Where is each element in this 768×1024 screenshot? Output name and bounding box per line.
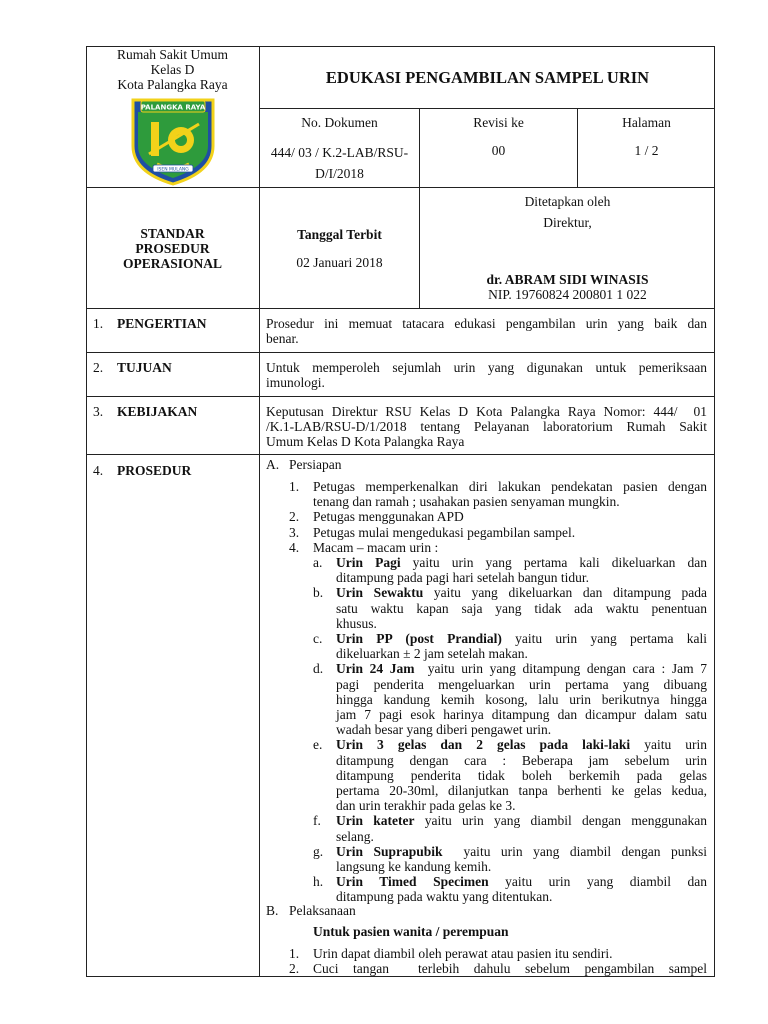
halaman-label: Halaman [622,115,671,130]
urin-type-text-cont: ditampung penderita tidak boleh berkemih pada gelas [336,767,707,783]
no-dokumen-value-line-2: D/I/2018 [315,166,364,181]
hospital-line-2: Kelas D [150,62,195,77]
urin-type-name: Urin 3 gelas dan 2 gelas pada laki-laki [336,737,631,753]
section-1-number: 1. [93,316,104,331]
revisi-label: Revisi ke [473,115,524,130]
direktur-label: Direktur, [543,215,592,230]
urin-type-letter: e. [313,737,323,753]
section-3-line-1: Keputusan Direktur RSU Kelas D Kota Palangka Raya Nomor: 444/ 01 [266,404,707,419]
persiapan-item-text: Petugas memperkenalkan diri lakukan pendekatan pasien dengan [313,479,707,494]
pelaksanaan-subtitle: Untuk pasien wanita / perempuan [313,924,509,939]
urin-type-text-cont: wadah besar yang diberi pengawet urin. [336,722,552,738]
persiapan-item-number: 3. [289,524,300,540]
urin-type-text-cont: dikeluarkan ± 2 jam setelah makan. [336,646,528,662]
sop-line-2: PROSEDUR [135,241,210,256]
persiapan-item-text: tenang dan ramah ; usahakan pasien senyaman mungkin. [313,494,620,510]
urin-type-name: Urin 24 Jam [336,661,415,677]
tanggal-value: 02 Januari 2018 [296,255,383,270]
urin-type-text-cont: ditampung pada pagi hari setelah bangun tidur. [336,570,590,586]
direktur-nip: NIP. 19760824 200801 1 022 [488,287,647,302]
prosedur-b-title: Pelaksanaan [289,903,356,918]
urin-type-letter: b. [313,585,324,601]
urin-type-name: Urin Suprapubik [336,843,443,859]
sop-line-3: OPERASIONAL [122,256,222,271]
persiapan-item-text: Petugas menggunakan APD [313,509,464,525]
urin-type-letter: h. [313,874,324,890]
urin-type-text [336,661,707,676]
section-2-line-1: Untuk memperoleh sejumlah urin yang digunakan untuk pemeriksaan [266,360,707,375]
urin-type-text-cont: hingga kandung kemih kosong, lalu urin berikutnya hingga [336,691,707,707]
urin-type-desc: yaitu urin yang diambil dengan menggunakan [414,813,708,829]
section-2-number: 2. [93,360,104,375]
no-dokumen-label: No. Dokumen [301,115,378,130]
urin-type-text-cont: ditampung pada waktu yang ditentukan. [336,889,553,905]
urin-type-letter: c. [313,631,323,646]
urin-type-text [336,737,707,752]
urin-type-desc: yaitu urin [630,737,707,753]
hospital-line-1: Rumah Sakit Umum [117,47,228,62]
sop-line-1: STANDAR [140,226,205,241]
section-1-title: PENGERTIAN [117,316,207,331]
prosedur-a-title: Persiapan [289,457,342,472]
urin-type-text-cont: langsung ke kandung kemih. [336,859,492,874]
no-dokumen-value [260,142,419,184]
city-logo [129,94,217,186]
no-dokumen-value-line-1: 444/ 03 / K.2-LAB/RSU- [270,145,409,160]
persiapan-item-number: 2. [289,509,300,525]
persiapan-item-number: 4. [289,539,300,555]
logo-text-bottom: ISEN MULANG [157,167,189,173]
section-2-line-2: imunologi. [266,375,325,390]
pelaksanaan-item-number: 1. [289,946,300,961]
doc-title: EDUKASI PENGAMBILAN SAMPEL URIN [325,68,650,87]
halaman-value: 1 / 2 [634,143,659,158]
urin-type-letter: a. [313,555,323,570]
urin-type-desc: yaitu yang dikeluarkan dan ditampung pada [423,585,707,601]
pelaksanaan-item-number: 2. [289,961,300,977]
section-4-number: 4. [93,463,104,478]
section-1-line-2: benar. [266,331,299,346]
urin-type-text [336,555,707,570]
urin-type-text [336,585,707,600]
urin-type-desc: yaitu urin yang diambil dengan punksi [442,843,707,859]
section-4-title: PROSEDUR [117,463,192,478]
urin-type-desc: yaitu urin yang pertama kali [501,631,707,646]
ditetapkan-label: Ditetapkan oleh [524,194,611,209]
section-3-line-3: Umum Kelas D Kota Palangka Raya [266,434,465,449]
urin-type-text-cont: satu waktu kapan saja yang tidak ada waktu penentuan [336,600,707,616]
urin-type-desc: yaitu urin yang diambil dan [488,874,708,890]
persiapan-item-text: Petugas mulai mengedukasi pegambilan sampel. [313,524,576,540]
sop-title [86,226,259,271]
urin-type-text-cont: ditampung dengan cara : Beberapa jam sebelum urin [336,752,707,768]
pelaksanaan-item-text: Urin dapat diambil oleh perawat atau pasien itu sendiri. [313,946,613,961]
section-3-line-2: /K.1-LAB/RSU-D/1/2018 tentang Pelayanan laboratorium Rumah Sakit [266,419,707,434]
urin-type-letter: f. [313,813,321,829]
urin-type-desc: yaitu urin yang ditampung dengan cara : Jam 7 [414,661,707,677]
prosedur-b-label: B. [266,903,279,918]
direktur-name: dr. ABRAM SIDI WINASIS [486,272,649,287]
section-1-line-1: Prosedur ini memuat tatacara edukasi pengambilan urin yang baik dan [266,316,707,331]
urin-type-name: Urin Timed Specimen [336,874,489,890]
persiapan-item-number: 1. [289,479,300,494]
section-3-number: 3. [93,404,104,419]
hospital-name [86,47,259,92]
urin-type-desc: yaitu urin yang pertama kali dikeluarkan dan [400,555,707,570]
urin-type-text [336,844,707,859]
urin-type-text-cont: dan urin terakhir pada gelas ke 3. [336,798,516,814]
urin-type-text-cont: selang. [336,828,374,844]
urin-type-text-cont: khusus. [336,615,377,631]
urin-type-text-cont: pertama 20-30ml, dilanjutkan tanpa berhenti ke gelas kedua, [336,783,707,798]
section-3-title: KEBIJAKAN [117,404,198,419]
urin-type-name: Urin kateter [336,813,415,829]
prosedur-a-label: A. [266,457,280,472]
revisi-value: 00 [491,143,506,158]
urin-type-letter: g. [313,843,324,859]
logo-text-top: PALANGKA RAYA [140,103,206,112]
section-2-title: TUJUAN [117,360,172,375]
urin-type-text-cont: jam 7 pagi esok harinya ditampung dan dicampur dalam satu [336,707,707,722]
urin-type-text [336,631,707,646]
urin-type-name: Urin PP (post Prandial) [336,631,502,646]
urin-type-text [336,813,707,828]
tanggal-label: Tanggal Terbit [297,227,382,242]
urin-type-name: Urin Pagi [336,555,401,570]
hospital-line-3: Kota Palangka Raya [117,77,228,92]
urin-type-name: Urin Sewaktu [336,585,424,601]
pelaksanaan-item-text: Cuci tangan terlebih dahulu sebelum pengambilan sampel [313,961,707,977]
urin-type-text [336,874,707,889]
urin-type-letter: d. [313,661,324,677]
urin-type-text-cont: pagi penderita mengeluarkan urin pertama yang dibuang [336,676,707,692]
persiapan-item-text: Macam – macam urin : [313,539,439,555]
